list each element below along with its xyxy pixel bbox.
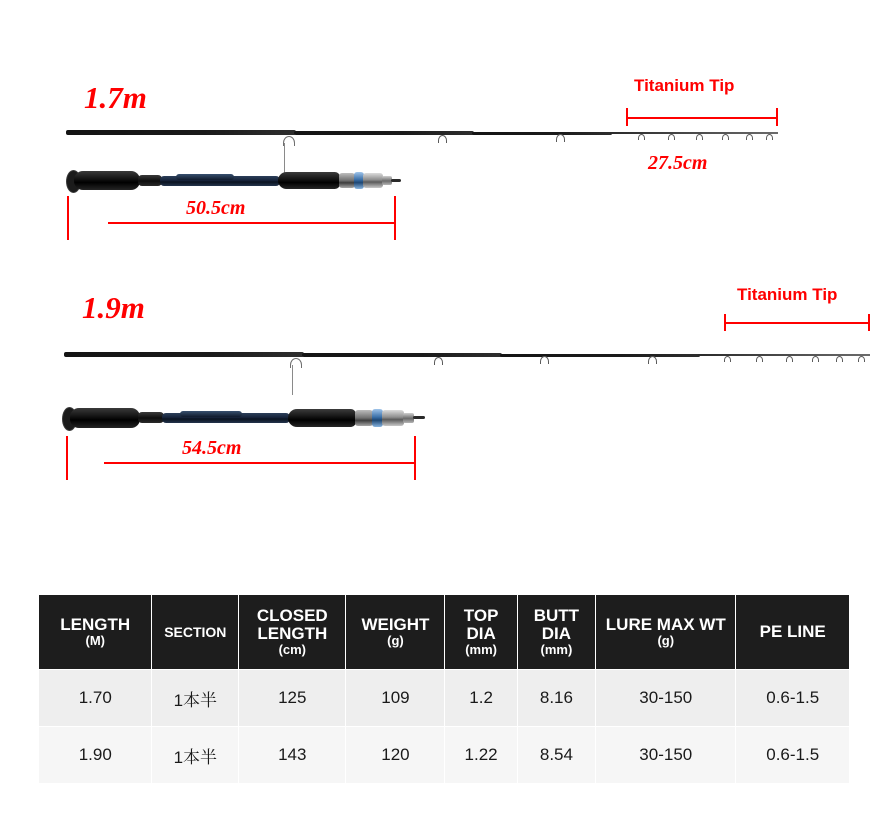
tip-length-label-1: 27.5cm: [648, 152, 708, 174]
titanium-tip-label-1: Titanium Tip: [634, 76, 735, 95]
header-main: BUTT DIA: [533, 606, 580, 644]
line-guide: [438, 135, 447, 143]
rod-blank-mid-2: [302, 353, 502, 357]
line-guide: [786, 356, 793, 362]
cell-weight: 109: [346, 670, 445, 727]
handle-length-label-2: 54.5cm: [182, 437, 242, 459]
rod-blank-upper-1: [472, 132, 612, 135]
handle-measure-bar-2: [104, 462, 416, 464]
fore-grip: [278, 172, 340, 189]
rod-blank-mid-1: [294, 131, 474, 135]
cell-length: 1.70: [39, 670, 152, 727]
line-guide: [836, 356, 843, 362]
rod-blank-butt-1: [66, 130, 296, 135]
joint-stub: [391, 179, 401, 182]
locking-nut-front: [363, 173, 383, 188]
table-header-pe-line: [736, 595, 850, 670]
line-guide: [638, 134, 645, 140]
header-main: CLOSED LENGTH: [256, 606, 328, 644]
cell-closed-length: 125: [239, 670, 346, 727]
cell-butt-dia: 8.54: [517, 727, 595, 784]
rod-blank-tip-2: [698, 354, 870, 356]
table-header-top-dia: [445, 595, 517, 670]
table-header-lure-max-wt: [596, 595, 736, 670]
rod-length-label-1: 1.7m: [84, 80, 147, 115]
cell-section: 1本半: [152, 670, 239, 727]
cell-section: 1本半: [152, 727, 239, 784]
line-guide: [648, 356, 657, 364]
line-guide: [434, 357, 443, 365]
line-guide: [724, 356, 731, 362]
cell-top-dia: 1.22: [445, 727, 517, 784]
fore-grip: [288, 409, 356, 427]
tip-measure-tick-left-1: [626, 108, 628, 126]
reel-seat-highlight: [176, 174, 234, 180]
table-header-length: [39, 595, 152, 670]
header-sub: (mm): [540, 642, 573, 658]
rod-blank-butt-2: [64, 352, 304, 357]
reel-foot-line-1: [284, 143, 285, 173]
cell-butt-dia: 8.16: [517, 670, 595, 727]
line-guide: [812, 356, 819, 362]
cell-closed-length: 143: [239, 727, 346, 784]
reel-foot-line-2: [292, 365, 293, 395]
header-sub: (g): [387, 633, 404, 649]
header-sub: (cm): [278, 642, 307, 658]
tip-measure-tick-left-2: [724, 314, 726, 331]
reel-seat-highlight: [180, 411, 242, 417]
header-sub: (M): [85, 633, 105, 649]
line-guide: [858, 356, 865, 362]
table-header-row: [39, 595, 850, 670]
grip-taper: [138, 175, 162, 186]
cell-top-dia: 1.2: [445, 670, 517, 727]
cell-lure-max-wt: 30-150: [596, 670, 736, 727]
cell-length: 1.90: [39, 727, 152, 784]
rod-blank-upper-2: [500, 354, 700, 357]
cell-weight: 120: [346, 727, 445, 784]
table-header-section: [152, 595, 239, 670]
line-guide: [766, 134, 773, 140]
table-header-butt-dia: [517, 595, 595, 670]
line-guide: [722, 134, 729, 140]
tip-measure-bar-1: [626, 117, 778, 119]
titanium-tip-label-2: Titanium Tip: [737, 285, 838, 304]
table-row: [39, 670, 850, 727]
spec-table: [38, 594, 850, 784]
handle-measure-tick-right-2: [414, 436, 416, 480]
header-main: LURE MAX WT: [605, 615, 726, 635]
line-guide: [696, 134, 703, 140]
locking-nut-rear: [339, 173, 355, 188]
header-sub: (mm): [465, 642, 497, 658]
line-guide: [746, 134, 753, 140]
cell-pe-line: 0.6-1.5: [736, 727, 850, 784]
handle-length-label-1: 50.5cm: [186, 197, 246, 219]
rear-grip: [74, 171, 140, 190]
handle-measure-bar-1: [108, 222, 396, 224]
table-row: [39, 727, 850, 784]
rear-grip: [70, 408, 140, 428]
cell-pe-line: 0.6-1.5: [736, 670, 850, 727]
cell-lure-max-wt: 30-150: [596, 727, 736, 784]
line-guide: [668, 134, 675, 140]
table-header-closed-length: [239, 595, 346, 670]
tip-measure-tick-right-2: [868, 314, 870, 331]
rod-length-label-2: 1.9m: [82, 290, 145, 325]
line-guide: [556, 134, 565, 142]
header-main: SECTION: [164, 623, 227, 640]
header-main: TOP DIA: [463, 606, 499, 644]
handle-measure-tick-left-2: [66, 436, 68, 480]
locking-nut-rear: [355, 410, 373, 426]
locking-nut-front: [382, 410, 404, 426]
header-main: LENGTH: [60, 615, 131, 635]
rod-diagram-1: [0, 0, 889, 270]
header-main: PE LINE: [759, 622, 826, 642]
spec-table-wrapper: [38, 594, 850, 784]
rod-blank-tip-1: [610, 132, 778, 134]
rod-diagram-2: [0, 270, 889, 520]
header-sub: (g): [657, 633, 675, 649]
line-guide: [756, 356, 763, 362]
line-guide: [540, 356, 549, 364]
handle-measure-tick-left-1: [67, 196, 69, 240]
tip-measure-bar-2: [724, 322, 870, 324]
grip-taper: [138, 412, 164, 423]
joint-stub: [413, 416, 425, 419]
handle-measure-tick-right-1: [394, 196, 396, 240]
header-main: WEIGHT: [361, 615, 430, 635]
tip-measure-tick-right-1: [776, 108, 778, 126]
table-header-weight: [346, 595, 445, 670]
